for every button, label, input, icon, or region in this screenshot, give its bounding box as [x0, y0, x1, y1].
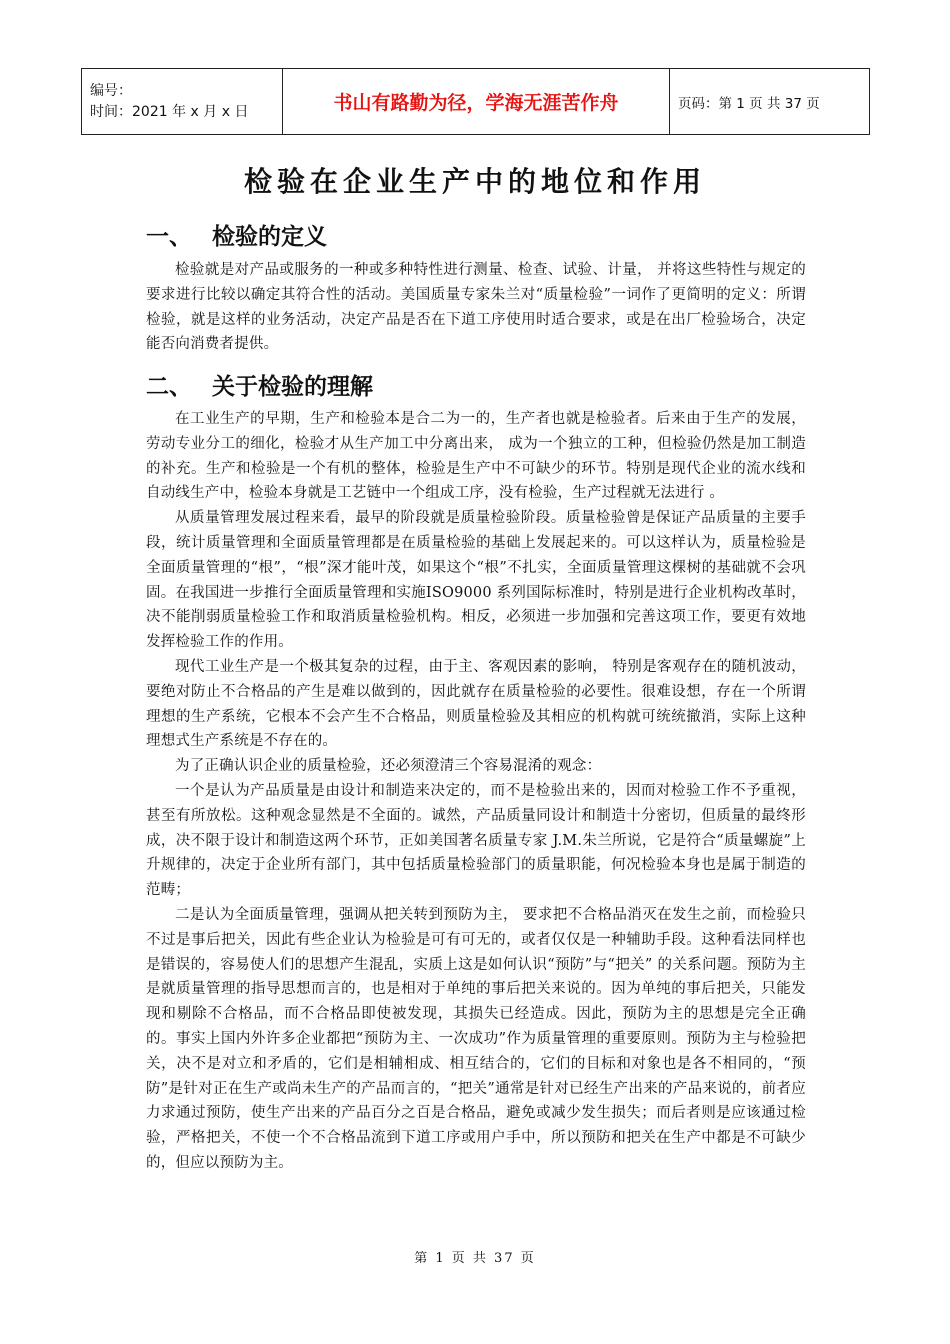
- paragraph: 在工业生产的早期，生产和检验本是合二为一的，生产者也就是检验者。后来由于生产的发展，劳动专业分工的细化，检验才从生产加工中分离出来， 成为一个独立的工种，但检验仍然是加工制造的补充。生产和检验是一个有机的整体，检验是生产中不可缺少的环节。特别是现代企业的流水线和自动线生产中，检验本身就是工艺链中一个组成工序，没有检验，生产过程就无法进行 。: [146, 411, 806, 502]
- header-meta-cell: [82, 69, 283, 135]
- paragraph: 从质量管理发展过程来看，最早的阶段就是质量检验阶段。质量检验曾是保证产品质量的主要手段，统计质量管理和全面质量管理都是在质量检验的基础上发展起来的。可以这样认为，质量检验是全面质量管理的“根”，“根”深才能叶茂，如果这个“根”不扎实，全面质量管理这棵树的基础就不会巩固。在我国进一步推行全面质量管理和实施ISO9000 系列国际标准时，特别是进行企业机构改革时，决不能削弱质量检验工作和取消质量检验机构。相反，必须进一步加强和完善这项工作，要更有效地发挥检验工作的作用。: [146, 510, 806, 651]
- paragraph: 二是认为全面质量管理，强调从把关转到预防为主， 要求把不合格品消灭在发生之前，而检验只不过是事后把关，因此有些企业认为检验是可有可无的，或者仅仅是一种辅助手段。这种看法同样也是错误的，容易使人们的思想产生混乱，实质上这是如何认识“预防”与“把关” 的关系问题。预防为主是就质量管理的指导思想而言的，也是相对于单纯的事后把关来说的。因为单纯的事后把关，只能发现和剔除不合格品，而不合格品即使被发现，其损失已经造成。因此，预防为主的思想是完全正确的。事实上国内外许多企业都把“预防为主、一次成功”作为质量管理的重要原则。预防为主与检验把关，决不是对立和矛盾的，它们是相辅相成、相互结合的，它们的目标和对象也是各不相同的，“预防”是针对正在生产或尚未生产的产品而言的，“把关”通常是针对已经生产出来的产品来说的，前者应力求通过预防，使生产出来的产品百分之百是合格品，避免或减少发生损失；而后者则是应该通过检验，严格把关，不使一个不合格品流到下道工序或用户手中，所以预防和把关在生产中都是不可缺少的，但应以预防为主。: [146, 906, 806, 1171]
- header-motto: 书山有路勤为径，学海无涯苦作舟: [283, 69, 670, 135]
- document-date: 时间：2021 年 x 月 x 日: [90, 103, 249, 120]
- section-number: 二、: [146, 374, 192, 400]
- header-table: [81, 68, 870, 135]
- section-title: 检验的定义: [212, 224, 327, 250]
- document-number-label: 编号：: [90, 82, 132, 99]
- section-body-2: [146, 407, 806, 1176]
- paragraph: 检验就是对产品或服务的一种或多种特性进行测量、检查、试验、计量， 并将这些特性与规定的要求进行比较以确定其符合性的活动。美国质量专家朱兰对“质量检验”一词作了更简明的定义：所谓检验，就是这样的业务活动，决定产品是否在下道工序使用时适合要求，或是在出厂检验场合，决定能否向消费者提供。: [146, 262, 806, 353]
- section-heading-2: [146, 368, 373, 401]
- document-title: 检验在企业生产中的地位和作用: [243, 165, 706, 198]
- page-footer: 第 1 页 共 37 页: [414, 1251, 536, 1266]
- paragraph: 为了正确认识企业的质量检验，还必须澄清三个容易混淆的观念：: [175, 758, 602, 775]
- section-title: 关于检验的理解: [212, 374, 373, 400]
- paragraph: 现代工业生产是一个极其复杂的过程，由于主、客观因素的影响， 特别是客观存在的随机波动，要绝对防止不合格品的产生是难以做到的，因此就存在质量检验的必要性。很难设想，存在一个所谓理想的生产系统，它根本不会产生不合格品，则质量检验及其相应的机构就可统统撤消，实际上这种理想式生产系统是不存在的。: [146, 658, 806, 750]
- section-body-1: [146, 258, 806, 357]
- section-number: 一、: [146, 224, 192, 250]
- paragraph: 一个是认为产品质量是由设计和制造来决定的，而不是检验出来的，因而对检验工作不予重视，甚至有所放松。这种观念显然是不全面的。诚然，产品质量同设计和制造十分密切，但质量的最终形成，决不限于设计和制造这两个环节，正如美国著名质量专家 J.M.朱兰所说，它是符合“质量螺旋”上升规律的，决定于企业所有部门，其中包括质量检验部门的质量职能，何况检验本身也是属于制造的范畴；: [146, 782, 806, 899]
- header-page-info: 页码：第 1 页 共 37 页: [670, 69, 870, 135]
- section-heading-1: [146, 218, 327, 251]
